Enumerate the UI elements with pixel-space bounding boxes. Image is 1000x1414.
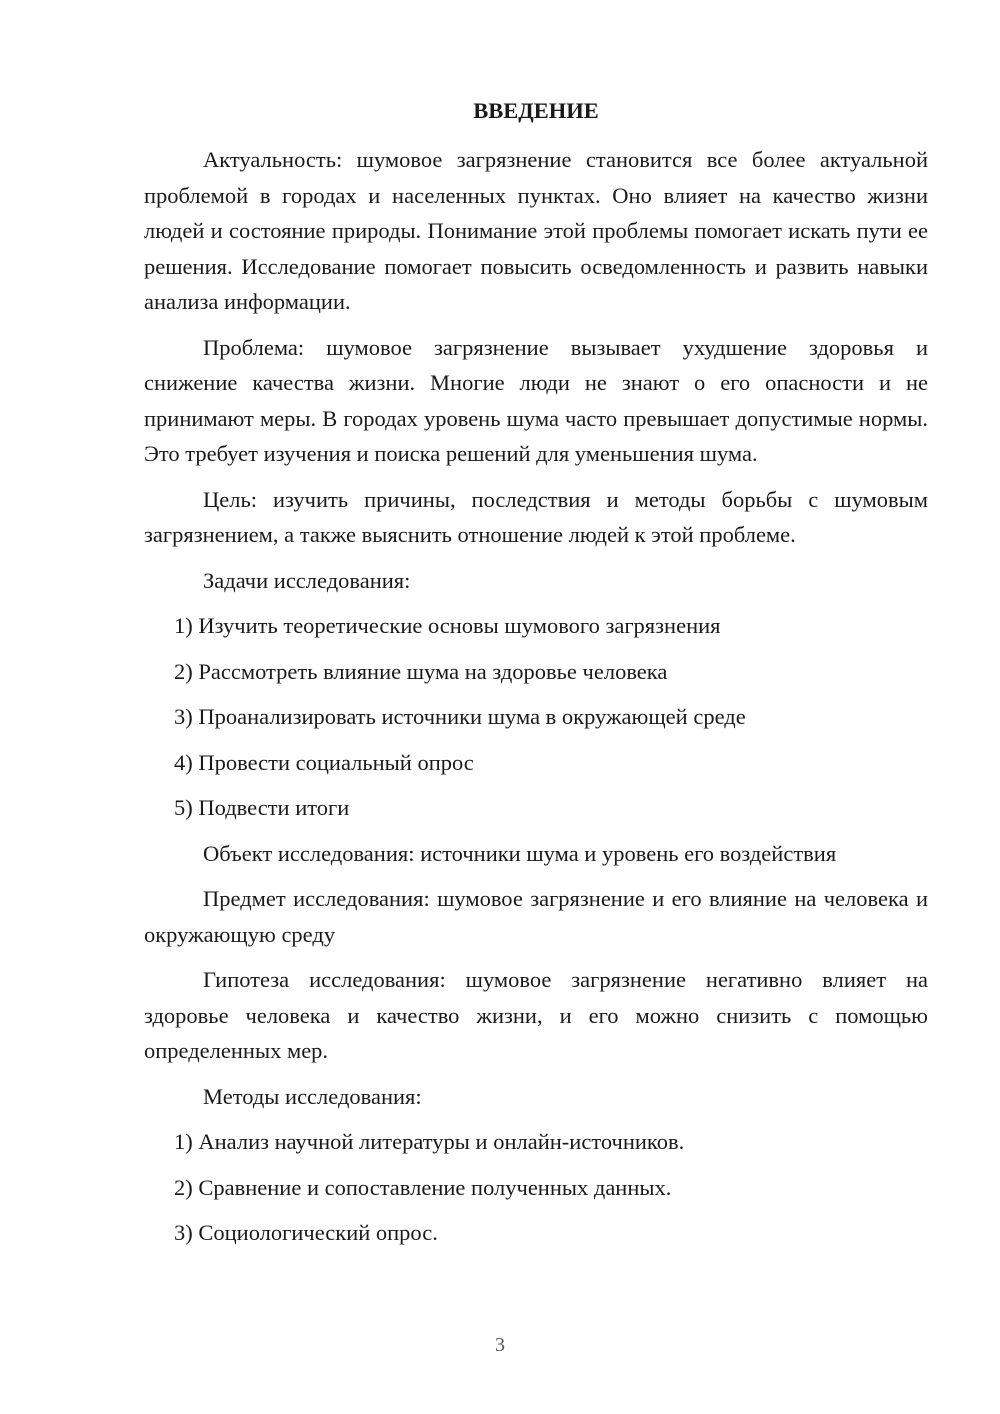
list-item: 1) Изучить теоретические основы шумового загрязнения [174, 613, 721, 638]
list-item: 3) Проанализировать источники шума в окружающей среде [174, 704, 746, 729]
list-item: 1) Анализ научной литературы и онлайн-источников. [174, 1129, 685, 1154]
list-item: 5) Подвести итоги [174, 795, 350, 820]
list-item: 2) Рассмотреть влияние шума на здоровье человека [174, 658, 668, 684]
subject-paragraph: Предмет исследования: шумовое загрязнение и его влияние на человека и окружающую среду [144, 886, 928, 947]
list-item: 2) Сравнение и сопоставление полученных данных. [174, 1174, 672, 1200]
problem-paragraph: Проблема: шумовое загрязнение вызывает ухудшение здоровья и снижение качества жизни. Многие люди не знают о его опасности и не принимают меры. В городах уровень шума часто превышает допустимые нормы. Это требует изучения и поиска решений для уменьшения шума. [144, 334, 928, 466]
tasks-list [144, 608, 928, 826]
section-title: ВВЕДЕНИЕ [473, 98, 599, 123]
relevance-paragraph: Актуальность: шумовое загрязнение становится все более актуальной проблемой в городах и населенных пунктах. Оно влияет на качество жизни людей и состояние природы. Понимание этой проблемы помогает искать пути ее решения. Исследование помогает повысить осведомленность и развить навыки анализа информации. [144, 147, 928, 314]
tasks-heading: Задачи исследования: [203, 567, 411, 593]
list-item: 3) Социологический опрос. [174, 1220, 438, 1245]
page-number: 3 [495, 1334, 505, 1356]
methods-list [144, 1124, 928, 1251]
methods-heading: Методы исследования: [203, 1083, 422, 1109]
list-item: 4) Провести социальный опрос [174, 749, 474, 775]
page-content [144, 94, 928, 1261]
object-paragraph: Объект исследования: источники шума и уровень его воздействия [203, 840, 837, 866]
hypothesis-paragraph: Гипотеза исследования: шумовое загрязнение негативно влияет на здоровье человека и качество жизни, и его можно снизить с помощью определенных мер. [144, 967, 928, 1063]
goal-paragraph: Цель: изучить причины, последствия и методы борьбы с шумовым загрязнением, а также выяснить отношение людей к этой проблеме. [144, 486, 928, 547]
